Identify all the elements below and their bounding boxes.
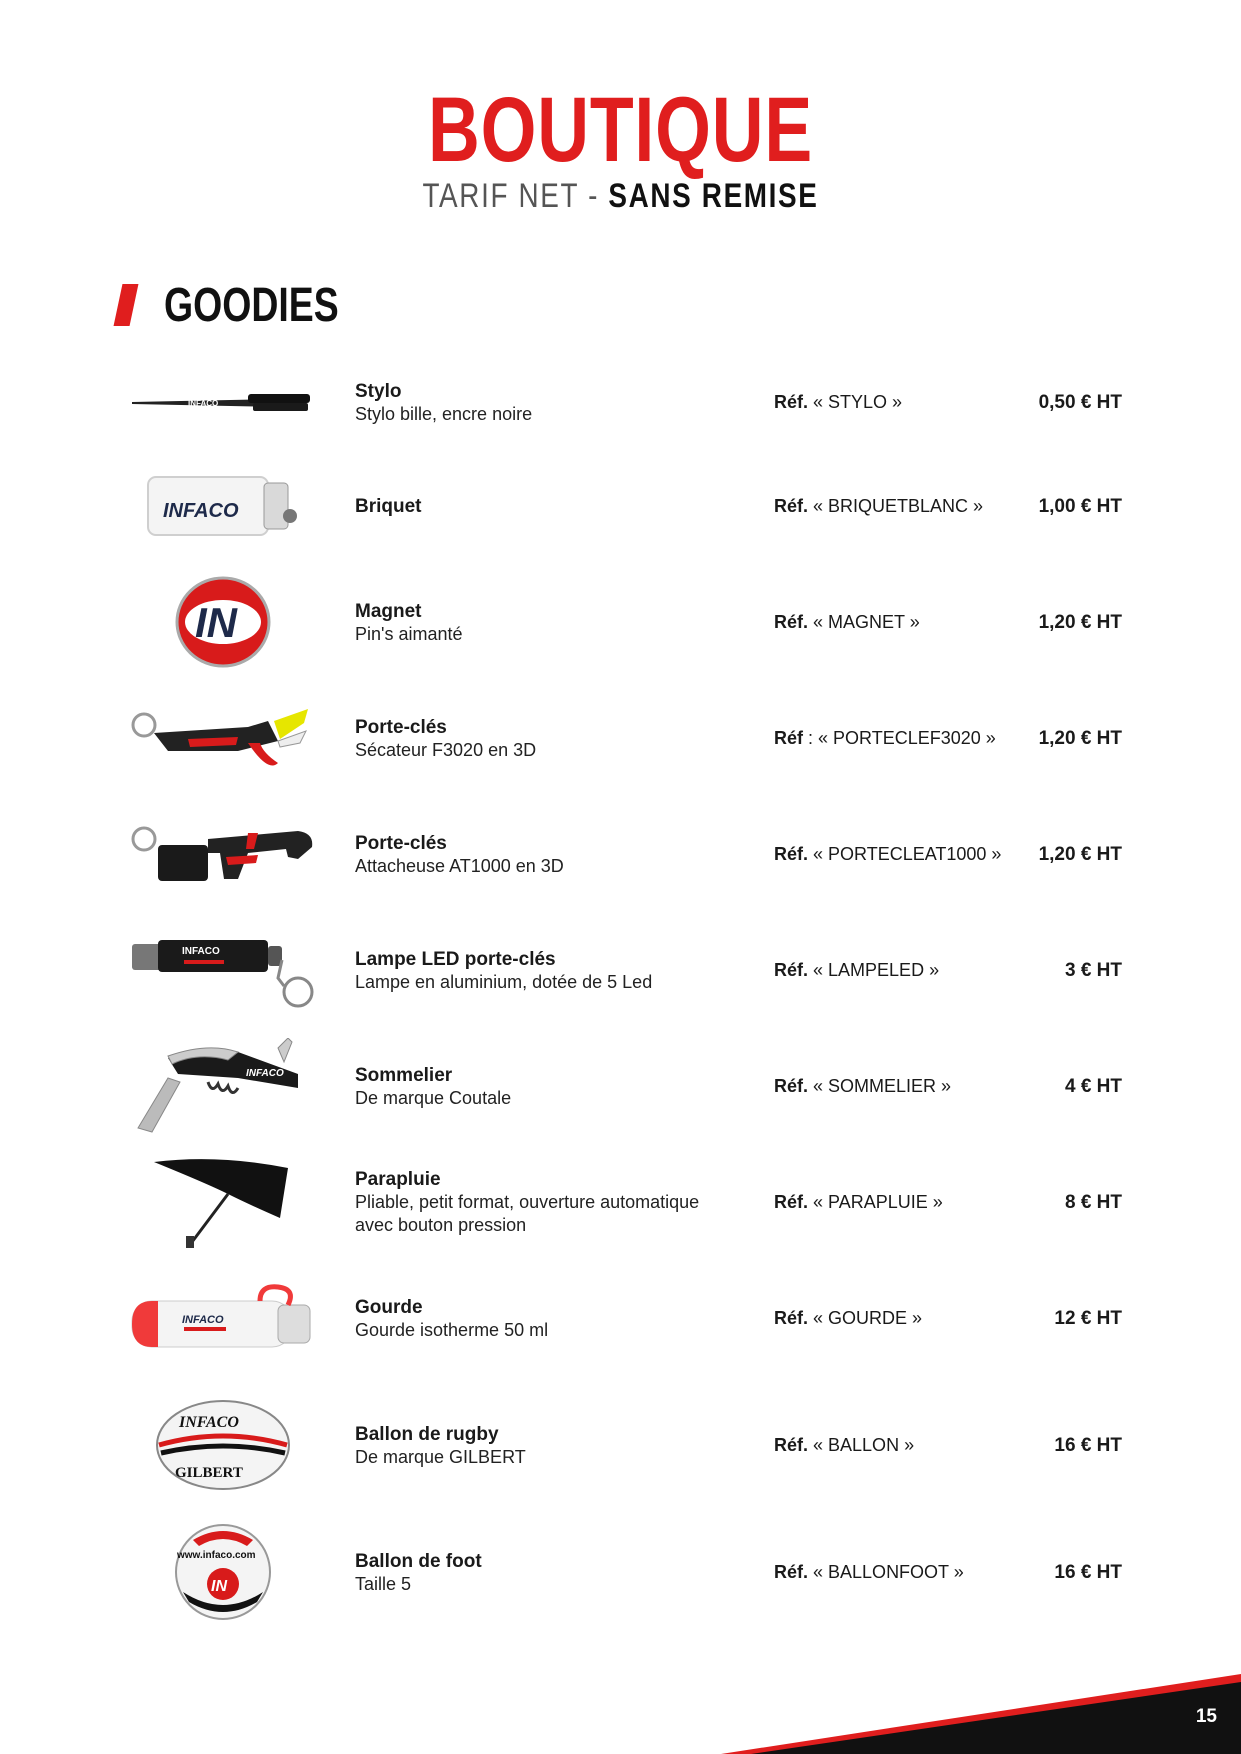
football-url-text: www.infaco.com: [176, 1550, 256, 1561]
product-info: [355, 948, 735, 994]
product-price: 1,20 € HT: [1038, 844, 1122, 865]
product-price: 4 € HT: [1064, 1076, 1122, 1097]
section-title: GOODIES: [164, 279, 339, 332]
ref-label: Réf.: [774, 1192, 809, 1212]
ref-code: « MAGNET »: [808, 612, 920, 632]
subtitle-bold: SANS REMISE: [608, 177, 819, 215]
product-ref: [774, 843, 1001, 866]
product-price: 3 € HT: [1064, 960, 1122, 981]
ref-code: « STYLO »: [808, 392, 903, 412]
product-name: Porte-clés: [355, 717, 447, 738]
product-name: Briquet: [355, 496, 422, 517]
ref-label: Réf.: [774, 1076, 809, 1096]
soccer-ball-icon: [125, 1522, 320, 1622]
product-desc: Gourde isotherme 50 ml: [355, 1320, 549, 1340]
product-row: [0, 1522, 1241, 1622]
rugby-ball-icon: [125, 1395, 320, 1495]
ref-label: Réf.: [774, 496, 809, 516]
ref-label: Réf.: [774, 1435, 809, 1455]
product-row: [0, 920, 1241, 1020]
product-ref: [774, 611, 920, 634]
ref-code: « BALLONFOOT »: [808, 1562, 964, 1582]
product-name: Ballon de rugby: [355, 1424, 499, 1445]
product-desc: De marque Coutale: [355, 1088, 512, 1108]
product-row: [0, 1268, 1241, 1368]
ref-code: « BRIQUETBLANC »: [808, 496, 984, 516]
product-info: [355, 1423, 735, 1469]
product-desc: Attacheuse AT1000 en 3D: [355, 856, 564, 876]
ref-code: : « PORTECLEF3020 »: [803, 728, 996, 748]
ref-code: « SOMMELIER »: [808, 1076, 952, 1096]
corkscrew-icon: [125, 1036, 320, 1136]
product-name: Sommelier: [355, 1065, 453, 1086]
product-price: 1,20 € HT: [1038, 612, 1122, 633]
magnet-icon: [125, 572, 320, 672]
ref-label: Réf.: [774, 392, 809, 412]
product-info: [355, 600, 735, 646]
pen-brand-text: INFACO: [187, 399, 218, 408]
product-info: [355, 1550, 735, 1596]
product-name: Ballon de foot: [355, 1551, 482, 1572]
rugby-maker-text: GILBERT: [174, 1465, 243, 1481]
product-ref: [774, 1561, 964, 1584]
ref-code: « GOURDE »: [808, 1308, 923, 1328]
page-subtitle: [112, 178, 1130, 214]
product-name: Porte-clés: [355, 833, 447, 854]
product-row: [0, 1036, 1241, 1136]
product-desc: Pliable, petit format, ouverture automatique avec bouton pression: [355, 1192, 700, 1235]
product-row: [0, 1152, 1241, 1252]
product-ref: [774, 727, 996, 750]
footer-corner-decoration: [721, 1664, 1241, 1754]
water-bottle-icon: [125, 1268, 320, 1368]
product-price: 1,20 € HT: [1038, 728, 1122, 749]
page-title: BOUTIQUE: [428, 79, 813, 181]
subtitle-light: TARIF NET -: [422, 177, 609, 215]
product-name: Gourde: [355, 1297, 423, 1318]
ref-code: « PORTECLEAT1000 »: [808, 844, 1002, 864]
product-desc: Pin's aimanté: [355, 624, 463, 644]
product-price: 16 € HT: [1054, 1435, 1122, 1456]
product-price: 1,00 € HT: [1038, 496, 1122, 517]
ref-label: Réf.: [774, 844, 809, 864]
product-price: 8 € HT: [1064, 1192, 1122, 1213]
lighter-brand-text: INFACO: [162, 500, 239, 522]
product-ref: [774, 495, 983, 518]
ref-label: Réf.: [774, 960, 809, 980]
product-ref: [774, 959, 939, 982]
product-ref: [774, 1307, 922, 1330]
pen-icon: [125, 352, 320, 452]
product-desc: De marque GILBERT: [355, 1447, 526, 1467]
product-info: [355, 1168, 735, 1237]
product-desc: Stylo bille, encre noire: [355, 404, 533, 424]
product-name: Lampe LED porte-clés: [355, 949, 556, 970]
tier-keychain-icon: [125, 804, 320, 904]
product-ref: [774, 391, 902, 414]
pruner-keychain-icon: [125, 688, 320, 788]
product-row: [0, 456, 1241, 556]
ref-label: Réf.: [774, 612, 809, 632]
ref-code: « LAMPELED »: [808, 960, 940, 980]
ref-code: « BALLON »: [808, 1435, 915, 1455]
led-lamp-icon: [125, 920, 320, 1020]
bottle-brand-text: INFACO: [181, 1314, 224, 1326]
product-desc: Sécateur F3020 en 3D: [355, 740, 537, 760]
product-ref: [774, 1434, 914, 1457]
product-desc: Lampe en aluminium, dotée de 5 Led: [355, 972, 653, 992]
product-row: [0, 352, 1241, 452]
product-name: Stylo: [355, 381, 402, 402]
ref-label: Réf.: [774, 1562, 809, 1582]
product-info: [355, 1064, 735, 1110]
product-info: [355, 1296, 735, 1342]
lighter-icon: [125, 456, 320, 556]
page-header: [0, 79, 1241, 215]
product-info: [355, 832, 735, 878]
corkscrew-brand-text: INFACO: [245, 1068, 284, 1079]
football-logo-text: IN: [210, 1578, 227, 1595]
product-row: [0, 572, 1241, 672]
section-marker: [114, 284, 139, 326]
product-info: [355, 380, 735, 426]
product-row: [0, 1395, 1241, 1495]
ref-label: Réf: [774, 728, 804, 748]
product-desc: Taille 5: [355, 1574, 412, 1594]
product-info: [355, 716, 735, 762]
product-ref: [774, 1191, 943, 1214]
page-number: 15: [1195, 1706, 1217, 1727]
umbrella-icon: [125, 1152, 320, 1252]
product-name: Magnet: [355, 601, 422, 622]
lamp-brand-text: INFACO: [181, 946, 220, 957]
product-price: 0,50 € HT: [1038, 392, 1122, 413]
product-ref: [774, 1075, 951, 1098]
product-name: Parapluie: [355, 1169, 441, 1190]
product-row: [0, 804, 1241, 904]
product-price: 16 € HT: [1054, 1562, 1122, 1583]
ref-label: Réf.: [774, 1308, 809, 1328]
rugby-brand-text: INFACO: [178, 1414, 239, 1431]
product-info: [355, 495, 735, 518]
product-row: [0, 688, 1241, 788]
product-price: 12 € HT: [1054, 1308, 1122, 1329]
ref-code: « PARAPLUIE »: [808, 1192, 943, 1212]
magnet-logo-text: IN: [194, 599, 237, 646]
